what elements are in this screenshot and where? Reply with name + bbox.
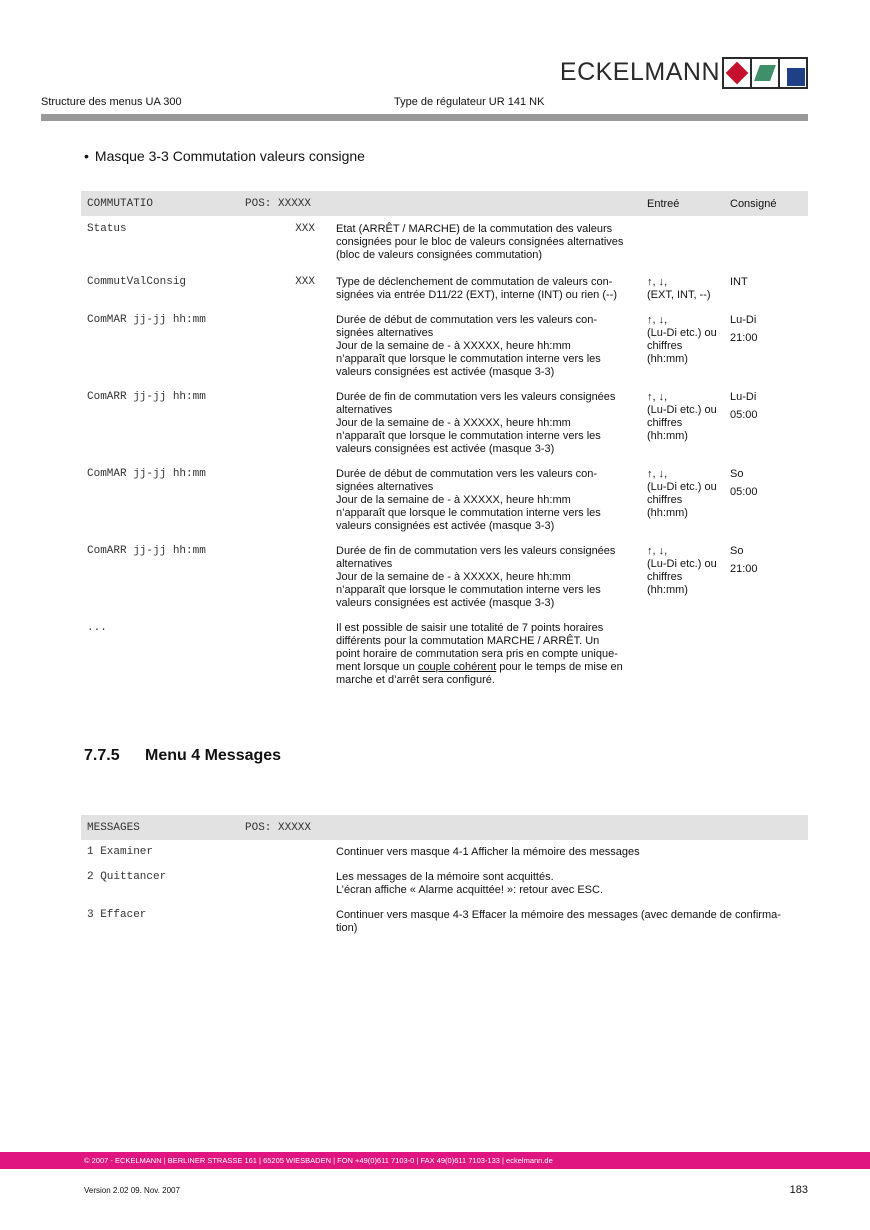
- row-code: 2 Quittancer: [87, 871, 167, 883]
- bullet-icon: •: [84, 148, 89, 164]
- row-consigne: So 05:00: [730, 468, 758, 498]
- row-code: ComARR jj-jj hh:mm: [87, 545, 206, 557]
- row-code: CommutValConsig: [87, 276, 187, 288]
- header-code: MESSAGES: [87, 822, 140, 834]
- row-code: 3 Effacer: [87, 909, 147, 921]
- row-value: XXX: [295, 223, 315, 235]
- row-code: Status: [87, 223, 127, 235]
- header-left: Structure des menus UA 300: [41, 96, 182, 108]
- row-entree: ↑, ↓, (Lu-Di etc.) ou chiffres (hh:mm): [647, 468, 717, 519]
- row-entree: ↑, ↓, (Lu-Di etc.) ou chiffres (hh:mm): [647, 314, 717, 365]
- header-rule: [41, 114, 808, 121]
- row-value: XXX: [295, 276, 315, 288]
- section-title: Menu 4 Messages: [145, 747, 282, 764]
- logo-text: ECKELMANN: [559, 57, 720, 86]
- row-description: Les messages de la mémoire sont acquittés. L’écran affiche « Alarme acquittée! »: retour avec ESC.: [336, 871, 604, 896]
- underlined-term: couple cohérent: [417, 661, 497, 673]
- footer-version: Version 2.02 09. Nov. 2007: [84, 1186, 180, 1195]
- table-header: [81, 191, 808, 216]
- page-number: 183: [789, 1184, 808, 1196]
- row-entree: ↑, ↓, (EXT, INT, --): [647, 276, 711, 301]
- row-description: Durée de fin de commutation vers les valeurs consignées alternatives Jour de la semaine de - à XXXXX, heure hh:mm n’apparaît que lorsque le commutation interne vers les valeurs consignées est activée (masque 3-3): [336, 391, 616, 455]
- section-heading: [84, 747, 281, 765]
- table-header: [81, 815, 808, 840]
- row-consigne: Lu-Di 05:00: [730, 391, 758, 421]
- row-description: Durée de début de commutation vers les valeurs con- signées alternatives Jour de la semaine de - à XXXXX, heure hh:mm n’apparaît que lorsque le commutation interne vers les valeurs consignées est activée (masque 3-3): [336, 314, 601, 378]
- row-description: Durée de fin de commutation vers les valeurs consignées alternatives Jour de la semaine de - à XXXXX, heure hh:mm n’apparaît que lorsque le commutation interne vers les valeurs consignées est activée (masque 3-3): [336, 545, 616, 609]
- row-description: Type de déclenchement de commutation de valeurs con- signées via entrée D11/22 (EXT), interne (INT) ou rien (--): [336, 276, 618, 301]
- row-description: Continuer vers masque 4-3 Effacer la mémoire des messages (avec demande de confirma- tion): [336, 909, 781, 934]
- note-description: Il est possible de saisir une totalité de 7 points horaires différents pour la commutation MARCHE / ARRÊT. Un point horaire de commutation sera pris en compte unique- ment lorsque un couple cohérent pour le temps de mise en marche et d’arrêt sera configuré.: [336, 622, 623, 686]
- eckelmann-logo: [560, 57, 808, 87]
- row-code: ComARR jj-jj hh:mm: [87, 391, 206, 403]
- row-entree: ↑, ↓, (Lu-Di etc.) ou chiffres (hh:mm): [647, 391, 717, 442]
- row-code: 1 Examiner: [87, 846, 154, 858]
- header-entree: Entreé: [647, 198, 680, 210]
- section-number: 7.7.5: [84, 747, 120, 764]
- logo-mark: [724, 57, 808, 87]
- commutation-table: [81, 191, 808, 686]
- row-description: Continuer vers masque 4-1 Afficher la mémoire des messages: [336, 846, 640, 858]
- header-center: Type de régulateur UR 141 NK: [394, 96, 545, 108]
- header-pos: POS: XXXXX: [245, 822, 312, 834]
- row-code: ComMAR jj-jj hh:mm: [87, 314, 206, 326]
- row-description: Durée de début de commutation vers les valeurs con- signées alternatives Jour de la semaine de - à XXXXX, heure hh:mm n’apparaît que lorsque le commutation interne vers les valeurs consignées est activée (masque 3-3): [336, 468, 601, 532]
- row-consigne: INT: [730, 276, 748, 288]
- row-consigne: So 21:00: [730, 545, 758, 575]
- mask-title: • Masque 3-3 Commutation valeurs consigne: [84, 148, 365, 164]
- header-pos: POS: XXXXX: [245, 198, 312, 210]
- row-code: ComMAR jj-jj hh:mm: [87, 468, 206, 480]
- header-code: COMMUTATIO: [87, 198, 154, 210]
- row-description: Etat (ARRÊT / MARCHE) de la commutation des valeurs consignées pour le bloc de valeurs consignées alternatives (bloc de valeurs consignées commutation): [336, 223, 624, 261]
- messages-table: [81, 815, 808, 934]
- row-code-ellipsis: ...: [87, 622, 107, 634]
- row-entree: ↑, ↓, (Lu-Di etc.) ou chiffres (hh:mm): [647, 545, 717, 596]
- footer-bar: © 2007 - ECKELMANN | BERLINER STRASSE 161 | 65205 WIESBADEN | FON +49(0)611 7103-0 | FAX 49(0)611 7103-133 | eckelmann.de: [0, 1152, 870, 1169]
- row-consigne: Lu-Di 21:00: [730, 314, 758, 344]
- header-consigne: Consigné: [730, 198, 777, 210]
